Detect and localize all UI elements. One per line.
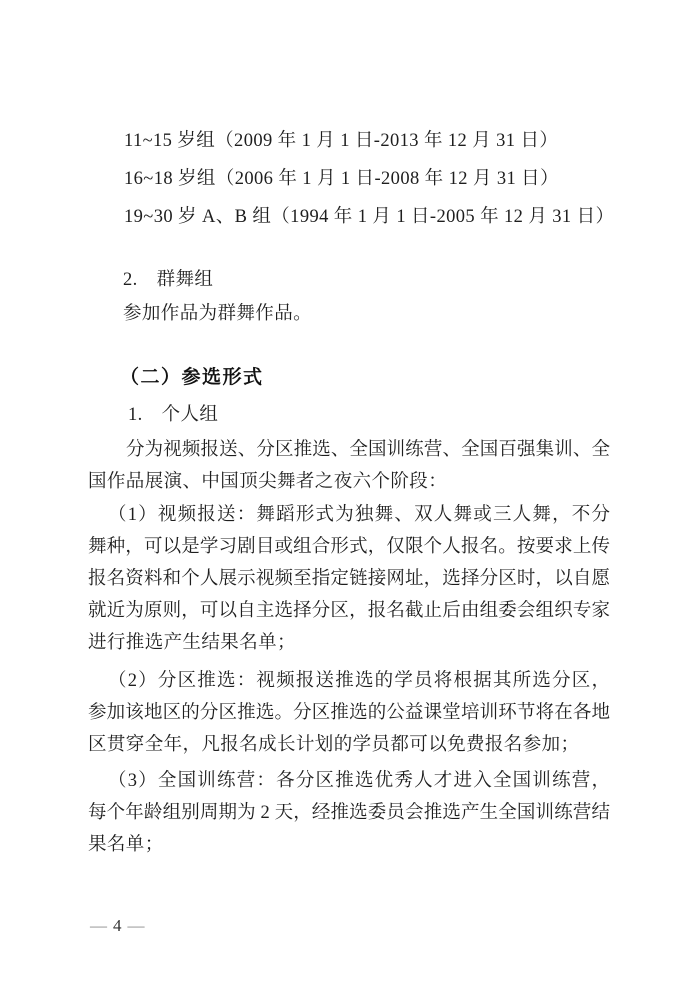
page-number-value: 4 xyxy=(113,916,123,935)
stage-video-submission-line-2: 舞种，可以是学习剧目或组合形式，仅限个人报名。按要求上传 xyxy=(88,537,610,557)
page-number-right-dash: — xyxy=(127,916,146,935)
group-dance-body: 参加作品为群舞作品。 xyxy=(123,304,313,324)
stage-national-camp-line-3: 果名单； xyxy=(88,835,164,855)
page-number-left-dash: — xyxy=(90,916,108,935)
age-group-19-30: 19~30 岁 A、B 组（1994 年 1 月 1 日-2005 年 12 月 31 日） xyxy=(124,207,615,227)
stage-district-selection-line-1: （2）分区推选：视频报送推选的学员将根据其所选分区， xyxy=(108,671,610,691)
stage-video-submission-line-1: （1）视频报送：舞蹈形式为独舞、双人舞或三人舞，不分 xyxy=(108,505,610,525)
stage-national-camp-line-2: 每个年龄组别周期为 2 天，经推选委员会推选产生全国训练营结 xyxy=(88,803,610,823)
stage-district-selection-line-3: 区贯穿全年，凡报名成长计划的学员都可以免费报名参加； xyxy=(88,735,580,755)
stages-overview-line-2: 国作品展演、中国顶尖舞者之夜六个阶段： xyxy=(88,472,448,492)
age-group-11-15: 11~15 岁组（2009 年 1 月 1 日-2013 年 12 月 31 日） xyxy=(124,131,559,151)
page-number xyxy=(85,916,151,936)
group-dance-heading: 2. 群舞组 xyxy=(123,270,214,290)
age-group-16-18: 16~18 岁组（2006 年 1 月 1 日-2008 年 12 月 31 日） xyxy=(124,169,559,189)
stages-overview-line-1: 分为视频报送、分区推选、全国训练营、全国百强集训、全 xyxy=(126,440,610,460)
stage-district-selection-line-2: 参加该地区的分区推选。分区推选的公益课堂培训环节将在各地 xyxy=(88,703,610,723)
section-heading-participation-format: （二）参选形式 xyxy=(120,367,264,388)
stage-video-submission-line-4: 就近为原则，可以自主选择分区，报名截止后由组委会组织专家 xyxy=(88,601,610,621)
individual-group-heading: 1. 个人组 xyxy=(128,405,219,425)
stage-video-submission-line-3: 报名资料和个人展示视频至指定链接网址，选择分区时，以自愿 xyxy=(88,569,610,589)
stage-video-submission-line-5: 进行推选产生结果名单； xyxy=(88,633,296,653)
stage-national-camp-line-1: （3）全国训练营：各分区推选优秀人才进入全国训练营， xyxy=(108,771,610,791)
